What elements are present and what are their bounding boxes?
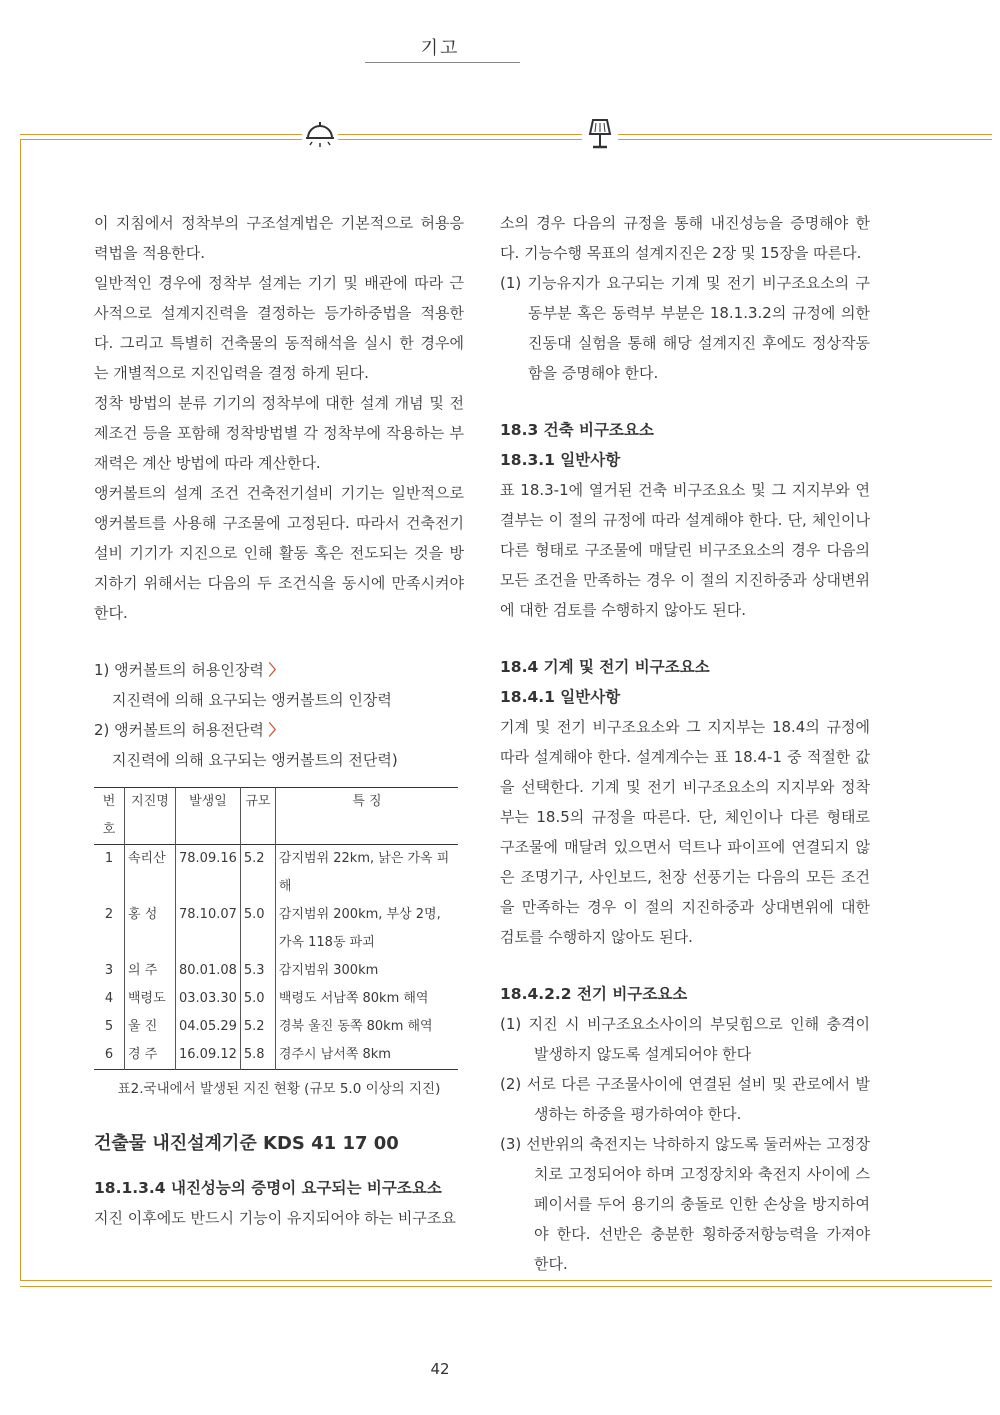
body-paragraph: 소의 경우 다음의 규정을 통해 내진성능을 증명해야 한다. 기능수행 목표의 설계지진은 2장 및 15장을 따른다. <box>500 214 870 262</box>
table-cell: 2 <box>104 907 114 922</box>
header-divider <box>365 62 520 63</box>
table-cell: 홍 성 <box>125 901 176 957</box>
subsection-title: 18.1.3.4 내진성능의 증명이 요구되는 비구조요소 <box>94 1179 442 1197</box>
condition-1-text: 지진력에 의해 요구되는 앵커볼트의 인장력 <box>112 691 392 709</box>
table-cell: 5.0 <box>240 985 275 1013</box>
table-cell: 4 <box>104 991 114 1006</box>
frame-bottom-line-inner <box>20 1280 992 1281</box>
condition-2-text: 지진력에 의해 요구되는 앵커볼트의 전단력) <box>112 751 398 769</box>
list-item: (1) 기능유지가 요구되는 기계 및 전기 비구조요소의 구동부분 혹은 동력부 부분은 18.1.3.2의 규정에 의한 진동대 실험을 통해 해당 설계지진 후에도 정상작동함을 증명해야 한다. <box>500 274 870 382</box>
table-cell: 감지범위 22km, 낡은 가옥 피해 <box>275 845 458 902</box>
earthquake-table <box>94 787 458 1070</box>
table-row <box>94 1041 458 1070</box>
table-header: 지진명 <box>125 788 176 845</box>
table-row <box>94 845 458 902</box>
frame-top-line <box>20 134 992 135</box>
table-cell: 16.09.12 <box>176 1041 241 1070</box>
left-column <box>94 208 464 1233</box>
condition-2-label: 2) 앵커볼트의 허용전단력 〉 <box>94 721 284 739</box>
table-cell: 5.2 <box>240 845 275 902</box>
table-cell: 78.10.07 <box>176 901 241 957</box>
table-cell: 5.2 <box>240 1013 275 1041</box>
table-cell: 6 <box>104 1047 114 1062</box>
table-cell: 백령도 서남쪽 80km 해역 <box>275 985 458 1013</box>
table-header: 번호 <box>102 794 116 837</box>
table-cell: 속리산 <box>125 845 176 902</box>
table-cell: 경 주 <box>125 1041 176 1070</box>
table-cell: 3 <box>104 963 114 978</box>
table-header: 특 징 <box>275 788 458 845</box>
table-cell: 5.3 <box>240 957 275 985</box>
table-header-row <box>94 788 458 845</box>
list-item: (1) 지진 시 비구조요소사이의 부딪힘으로 인해 충격이 발생하지 않도록 설계되어야 한다 <box>500 1015 870 1063</box>
table-cell: 5.8 <box>240 1041 275 1070</box>
section-heading: 18.4 기계 및 전기 비구조요소 <box>500 658 710 676</box>
table-cell: 감지범위 300km <box>275 957 458 985</box>
condition-1-label: 1) 앵커볼트의 허용인장력 〉 <box>94 661 284 679</box>
section-title: 건출물 내진설계기준 KDS 41 17 00 <box>94 1133 399 1154</box>
section-heading: 18.3 건축 비구조요소 <box>500 421 654 439</box>
frame-left-line <box>20 140 21 1280</box>
table-caption: 표2.국내에서 발생된 지진 현황 (규모 5.0 이상의 지진) <box>117 1081 441 1097</box>
table-header: 규모 <box>240 788 275 845</box>
table-row <box>94 901 458 957</box>
body-paragraph: 지진 이후에도 반드시 기능이 유지되어야 하는 비구조요 <box>94 1209 456 1227</box>
table-header: 발생일 <box>176 788 241 845</box>
table-cell: 경북 울진 동쪽 80km 해역 <box>275 1013 458 1041</box>
table-cell: 03.03.30 <box>176 985 241 1013</box>
table-row <box>94 985 458 1013</box>
frame-top-line-inner <box>20 139 992 140</box>
body-paragraph: 정착 방법의 분류 기기의 정착부에 대한 설계 개념 및 전제조건 등을 포함해 정착방법별 각 정착부에 작용하는 부재력은 계산 방법에 따라 계산한다. <box>94 394 464 472</box>
body-paragraph: 일반적인 경우에 정착부 설계는 기기 및 배관에 따라 근사적으로 설계지진력을 결정하는 등가하중법을 적용한다. 그리고 특별히 건축물의 동적해석을 실시 한 경우에는 개별적으로 지진입력을 결정 하게 된다. <box>94 274 464 382</box>
table-cell: 감지범위 200km, 부상 2명, 가옥 118동 파괴 <box>275 901 458 957</box>
table-cell: 의 주 <box>125 957 176 985</box>
table-cell: 80.01.08 <box>176 957 241 985</box>
table-row <box>94 957 458 985</box>
table-cell: 1 <box>104 851 114 866</box>
table-row <box>94 1013 458 1041</box>
subsection-heading: 18.4.1 일반사항 <box>500 688 621 706</box>
table-lamp-icon <box>582 116 618 152</box>
list-item: (3) 선반위의 축전지는 낙하하지 않도록 둘러싸는 고정장치로 고정되어야 하며 고정장치와 축전지 사이에 스페이서를 두어 용기의 충돌로 인한 손상을 방지하여야 한다. 선반은 충분한 횡하중저항능력을 가져야 한다. <box>500 1135 870 1273</box>
header-title: 기고 <box>420 38 460 59</box>
right-column <box>500 208 870 1279</box>
table-cell: 5.0 <box>240 901 275 957</box>
table-cell: 04.05.29 <box>176 1013 241 1041</box>
subsection-heading: 18.3.1 일반사항 <box>500 451 621 469</box>
frame-bottom-line <box>20 1286 992 1287</box>
body-paragraph: 기계 및 전기 비구조요소와 그 지지부는 18.4의 규정에 따라 설계해야 한다. 설계계수는 표 18.4-1 중 적절한 값을 선택한다. 기계 및 전기 비구조요소의 지지부와 정착부는 18.5의 규정을 따른다. 단, 체인이나 다른 형태로 구조물에 매달려 있으면서 덕트나 파이프에 연결되지 않은 조명기구, 사인보드, 천장 선풍기는 다음의 모든 조건을 만족하는 경우 이 절의 지진하중과 상대변위에 대한 검토를 수행하지 않아도 된다. <box>500 718 870 946</box>
body-paragraph: 앵커볼트의 설계 조건 건축전기설비 기기는 일반적으로 앵커볼트를 사용해 구조물에 고정된다. 따라서 건축전기설비 기기가 지진으로 인해 활동 혹은 전도되는 것을 방지하기 위해서는 다음의 두 조건식을 동시에 만족시켜야 한다. <box>94 484 464 622</box>
subsection-heading: 18.4.2.2 전기 비구조요소 <box>500 985 688 1003</box>
table-cell: 78.09.16 <box>176 845 241 902</box>
table-cell: 백령도 <box>125 985 176 1013</box>
arrow-icon: 〉 <box>268 721 284 739</box>
table-cell: 울 진 <box>125 1013 176 1041</box>
body-paragraph: 이 지침에서 정착부의 구조설계법은 기본적으로 허용응력법을 적용한다. <box>94 214 464 262</box>
arrow-icon: 〉 <box>268 661 284 679</box>
ceiling-lamp-icon <box>302 116 338 152</box>
table-cell: 5 <box>104 1019 114 1034</box>
list-item: (2) 서로 다른 구조물사이에 연결된 설비 및 관로에서 발생하는 하중을 평가하여야 한다. <box>500 1075 870 1123</box>
table-cell: 경주시 남서쪽 8km <box>275 1041 458 1070</box>
page-number: 42 <box>430 1360 450 1378</box>
body-paragraph: 표 18.3-1에 열거된 건축 비구조요소 및 그 지지부와 연결부는 이 절의 규정에 따라 설계해야 한다. 단, 체인이나 다른 형태로 구조물에 매달린 비구조요소의 경우 다음의 모든 조건을 만족하는 경우 이 절의 지진하중과 상대변위에 대한 검토를 수행하지 않아도 된다. <box>500 481 870 619</box>
